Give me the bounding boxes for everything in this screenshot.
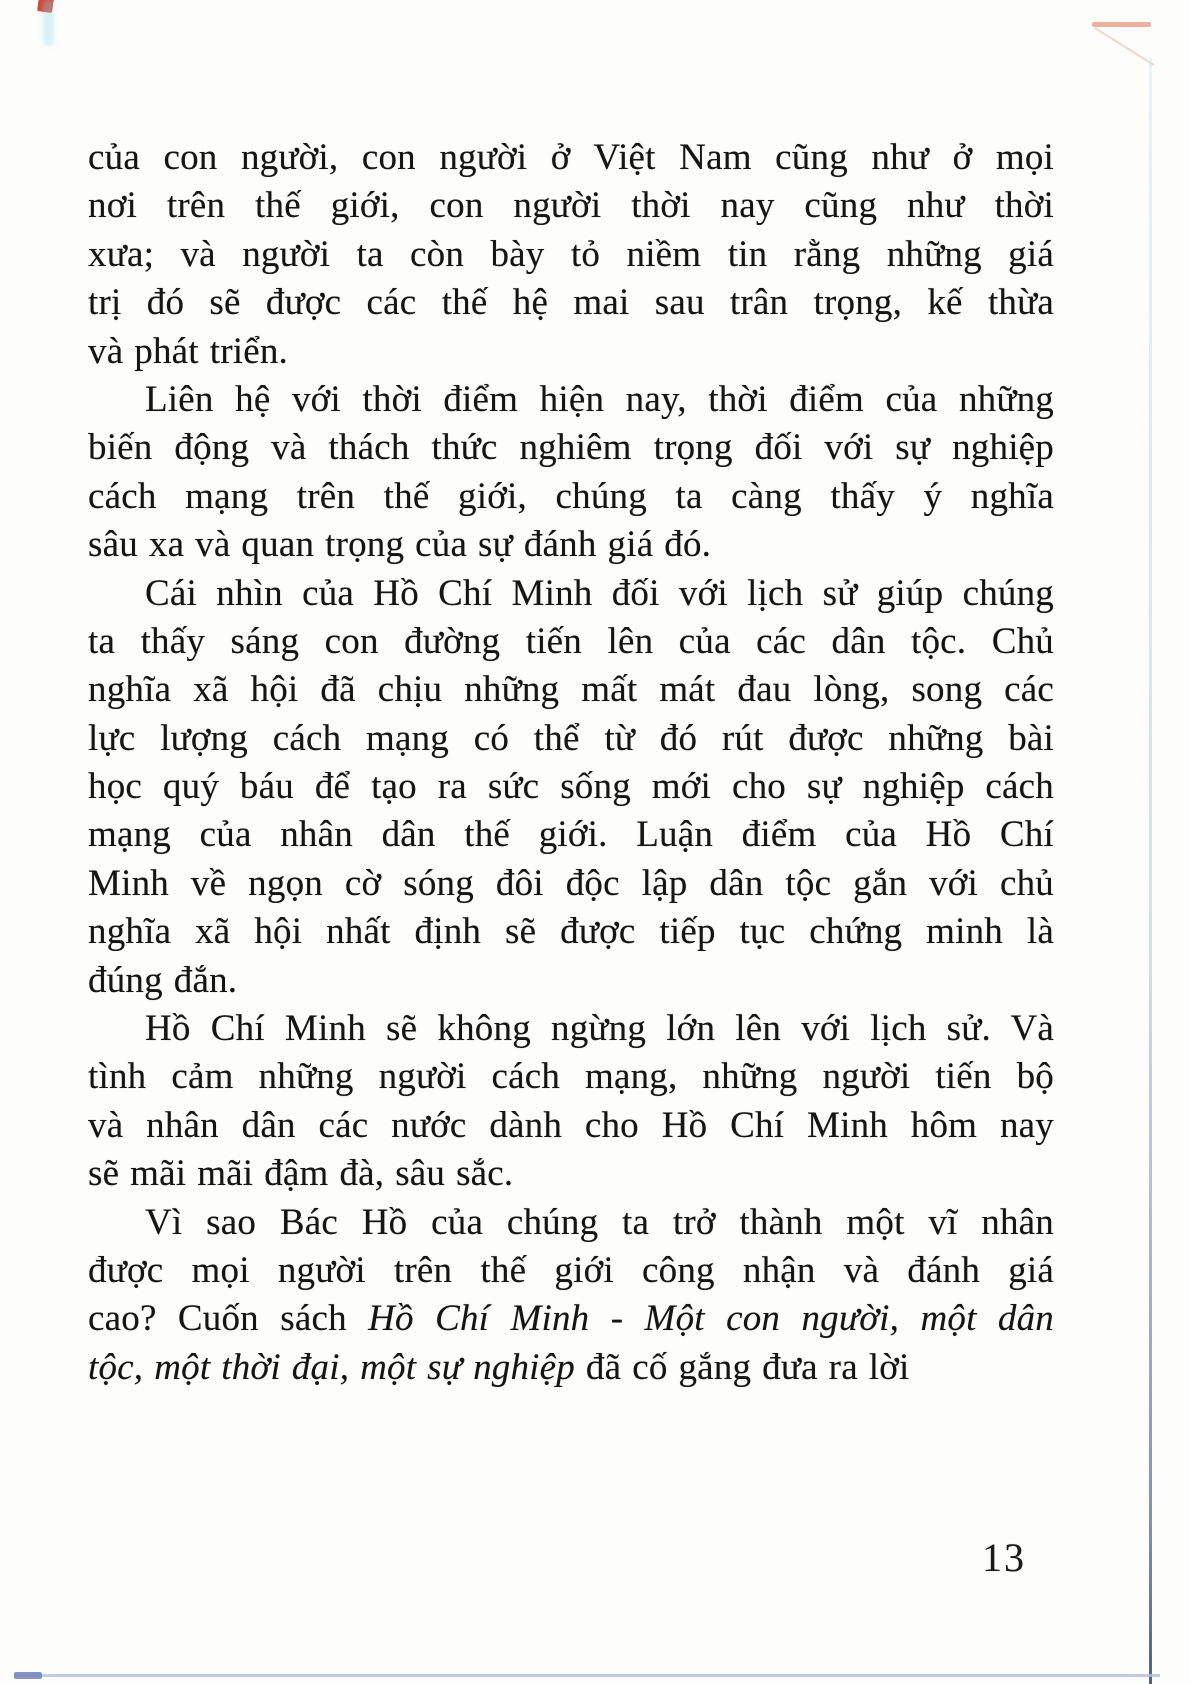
text-line xyxy=(88,231,1054,279)
text-line xyxy=(88,811,1054,859)
text-line xyxy=(88,618,1054,666)
body-text: học quý báu để tạo ra sức sống mới cho sự nghiệp cách xyxy=(88,766,1054,808)
paragraph xyxy=(88,1199,1054,1393)
text-line xyxy=(88,1295,1054,1343)
text-line xyxy=(88,763,1054,811)
text-line xyxy=(88,328,1054,376)
text-line xyxy=(88,424,1054,472)
body-text: được mọi người trên thế giới công nhận và đánh giá xyxy=(88,1249,1054,1291)
page-number: 13 xyxy=(982,1535,1026,1580)
body-text: cao? Cuốn sách xyxy=(88,1298,369,1340)
body-text: Cái nhìn của Hồ Chí Minh đối với lịch sử giúp chúng xyxy=(145,572,1054,614)
body-text: và phát triển. xyxy=(88,330,288,372)
text-line xyxy=(88,1199,1054,1247)
body-text: Vì sao Bác Hồ của chúng ta trở thành một vĩ nhân xyxy=(145,1201,1054,1243)
text-line xyxy=(88,376,1054,424)
text-line xyxy=(88,1247,1054,1295)
paragraph xyxy=(88,134,1054,376)
paragraph xyxy=(88,376,1054,570)
body-text: Minh về ngọn cờ sóng đôi độc lập dân tộc gắn với chủ xyxy=(88,862,1054,904)
paragraph xyxy=(88,570,1054,1006)
text-line xyxy=(88,134,1054,182)
body-text: nghĩa xã hội đã chịu những mất mát đau lòng, song các xyxy=(88,669,1054,711)
body-text: tình cảm những người cách mạng, những người tiến bộ xyxy=(88,1056,1054,1098)
text-line xyxy=(88,908,1054,956)
text-line xyxy=(88,473,1054,521)
body-text: sâu xa và quan trọng của sự đánh giá đó. xyxy=(88,524,712,566)
text-line xyxy=(88,521,1054,569)
body-text: mạng của nhân dân thế giới. Luận điểm của Hồ Chí xyxy=(88,814,1054,856)
text-line xyxy=(88,957,1054,1005)
text-line xyxy=(88,860,1054,908)
text-line xyxy=(88,666,1054,714)
body-text: nghĩa xã hội nhất định sẽ được tiếp tục chứng minh là xyxy=(88,911,1054,953)
text-line xyxy=(88,279,1054,327)
page-edge-bottom-cap xyxy=(14,1672,42,1679)
body-text: đúng đắn. xyxy=(88,959,238,1001)
text-line xyxy=(88,182,1054,230)
paragraph xyxy=(88,1005,1054,1199)
body-text: của con người, con người ở Việt Nam cũng như ở mọi xyxy=(88,137,1054,178)
body-text: và nhân dân các nước dành cho Hồ Chí Minh hôm nay xyxy=(88,1104,1054,1146)
body-text: Liên hệ với thời điểm hiện nay, thời điểm của những xyxy=(145,378,1054,420)
page-edge-right-line xyxy=(1149,58,1152,1684)
text-line xyxy=(88,1344,1054,1392)
text-line xyxy=(88,1053,1054,1101)
scan-mark-top-right-bar xyxy=(1092,22,1151,27)
body-text: cách mạng trên thế giới, chúng ta càng thấy ý nghĩa xyxy=(88,475,1054,517)
body-text: ta thấy sáng con đường tiến lên của các dân tộc. Chủ xyxy=(88,620,1054,662)
body-text: lực lượng cách mạng có thể từ đó rút được những bài xyxy=(88,717,1054,759)
text-line xyxy=(88,570,1054,618)
scan-mark-top-right-diagonal xyxy=(1094,27,1154,66)
body-text: trị đó sẽ được các thế hệ mai sau trân trọng, kế thừa xyxy=(88,282,1054,324)
book-title-italic: tộc, một thời đại, một sự nghiệp xyxy=(88,1346,575,1388)
body-text: sẽ mãi mãi đậm đà, sâu sắc. xyxy=(88,1153,514,1195)
page-edge-bottom-line xyxy=(14,1674,1160,1677)
body-text: đã cố gắng đưa ra lời xyxy=(574,1346,910,1388)
text-block xyxy=(88,134,1054,1392)
body-text: nơi trên thế giới, con người thời nay cũng như thời xyxy=(88,185,1054,227)
body-text: Hồ Chí Minh sẽ không ngừng lớn lên với lịch sử. Và xyxy=(145,1008,1054,1050)
text-line xyxy=(88,1102,1054,1150)
body-text: xưa; và người ta còn bày tỏ niềm tin rằng những giá xyxy=(88,233,1054,275)
body-text: biến động và thách thức nghiêm trọng đối với sự nghiệp xyxy=(88,427,1054,469)
text-line xyxy=(88,1150,1054,1198)
book-title-italic: Hồ Chí Minh - Một con người, một dân xyxy=(368,1298,1054,1340)
scan-mark-top-left-cyan xyxy=(43,0,54,46)
text-line xyxy=(88,1005,1054,1053)
text-line xyxy=(88,715,1054,763)
